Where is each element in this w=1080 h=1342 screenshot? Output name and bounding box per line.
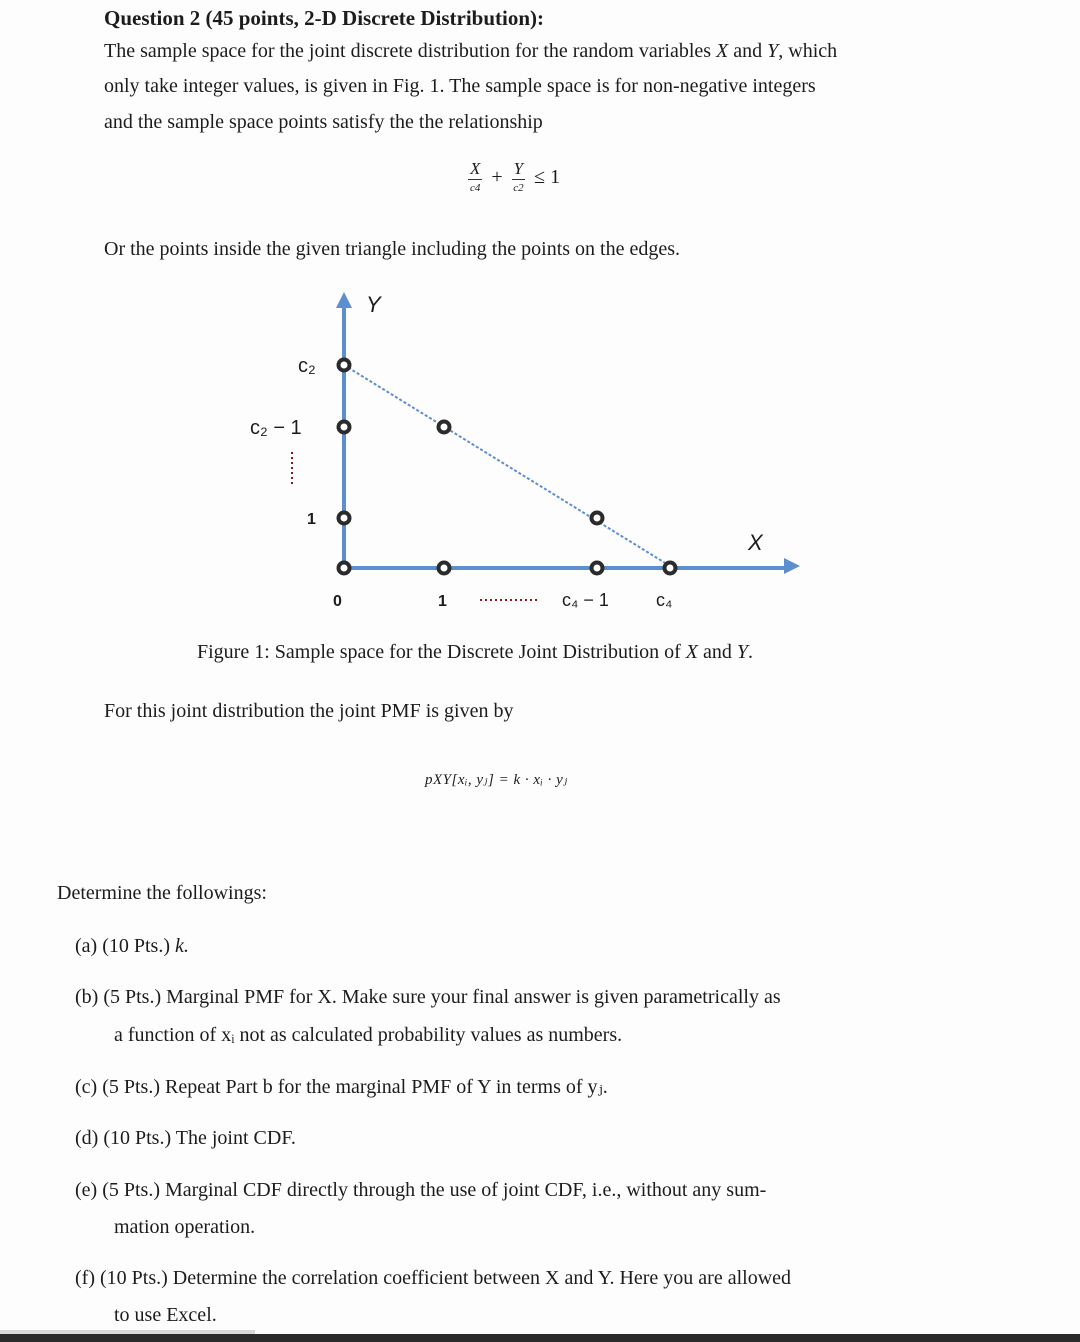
point-c4-minus-1-0 [592,563,603,574]
point-0-c2-minus-1 [339,422,350,433]
x-tick-c4: c₄ [656,590,673,610]
intro-line-1-text-a: The sample space for the joint discrete distribution for the random variables [104,40,712,62]
task-e-text-line1: Marginal CDF directly through the use of joint CDF, i.e., without any sum- [165,1179,767,1201]
figure-caption-text-b: and [703,641,732,663]
fraction-y-numerator: Y [513,159,524,178]
x-tick-c4-minus-1: c₄ − 1 [562,590,609,610]
triangle-hypotenuse [344,365,670,566]
intro-line-1 [104,40,837,63]
intro-line-1-text-b: and [733,40,763,62]
pmf-formula: pXY[xᵢ, yⱼ] = k · xᵢ · yⱼ [425,772,568,788]
question-title: Question 2 (45 points, 2-D Discrete Distribution): [104,6,545,30]
x-tick-0: 0 [333,593,342,610]
task-b-text-line1: Marginal PMF for X. Make sure your final answer is given parametrically as [166,986,781,1008]
task-e [75,1179,766,1202]
caption-var-y: Y [736,641,749,663]
point-1-c2-minus-1 [439,422,450,433]
triangle-note: Or the points inside the given triangle including the points on the edges. [104,238,681,260]
task-a-text: k. [175,935,189,957]
intro-line-2: only take integer values, is given in Fig. 1. The sample space is for non-negative integers [104,75,816,97]
y-tick-c2-minus-1: c₂ − 1 [250,417,302,439]
intro-line-1-text-c: , which [778,40,838,62]
task-d-text: The joint CDF. [175,1127,296,1149]
figure-caption-text-c: . [748,641,754,663]
task-a-points: (10 Pts.) [102,935,170,957]
caption-var-x: X [685,641,699,663]
task-e-points: (5 Pts.) [102,1179,160,1201]
task-e-tag: (e) [75,1179,98,1201]
task-f-points: (10 Pts.) [99,1267,168,1289]
intro-line-3: and the sample space points satisfy the the relationship [104,111,543,133]
point-c4-minus-1-1 [592,513,603,524]
task-a-tag: (a) [75,935,98,957]
y-axis-arrow-icon [336,292,352,308]
tasks-heading: Determine the followings: [57,882,267,904]
task-c-tag: (c) [75,1076,98,1098]
x-axis-arrow-icon [784,558,800,574]
task-e-line2: mation operation. [114,1216,256,1238]
sample-space-figure [0,280,1080,620]
var-x: X [716,40,729,62]
fraction-x-denominator: c4 [470,182,481,194]
x-tick-1: 1 [438,593,447,610]
fraction-y [512,160,525,194]
point-origin [339,563,350,574]
task-b-tag: (b) [75,986,99,1008]
task-b [75,986,781,1009]
task-d-points: (10 Pts.) [103,1127,172,1149]
task-a [75,935,189,958]
point-0-c2 [339,360,350,371]
point-1-0 [439,563,450,574]
relation: ≤ 1 [534,165,561,188]
plus-sign: + [491,165,503,188]
task-d-tag: (d) [75,1127,99,1149]
task-f [75,1267,791,1290]
figure-caption-text-a: Figure 1: Sample space for the Discrete Joint Distribution of [197,641,681,663]
figure-caption [197,641,753,664]
task-f-line2: to use Excel. [114,1304,217,1326]
y-tick-c2: c₂ [298,355,316,377]
fraction-x [468,160,482,194]
task-d [75,1127,296,1150]
x-axis-label: X [748,530,763,555]
y-tick-1: 1 [307,511,316,528]
task-c-points: (5 Pts.) [102,1076,160,1098]
var-y: Y [767,40,779,62]
task-c [75,1074,608,1099]
point-c4-0 [665,563,676,574]
point-0-1 [339,513,350,524]
task-b-line2: a function of xᵢ not as calculated probability values as numbers. [114,1024,623,1046]
fraction-y-denominator: c2 [513,182,524,194]
bottom-edge-dark [0,1334,1080,1342]
fraction-x-numerator: X [470,159,481,178]
constraint-equation [468,160,564,194]
task-b-points: (5 Pts.) [103,986,162,1008]
task-c-text: Repeat Part b for the marginal PMF of Y in terms of yⱼ. [165,1076,608,1098]
y-axis-label: Y [366,292,381,317]
task-f-tag: (f) [75,1267,95,1289]
task-f-text-line1: Determine the correlation coefficient between X and Y. Here you are allowed [172,1267,792,1289]
pmf-intro: For this joint distribution the joint PMF is given by [104,700,514,722]
